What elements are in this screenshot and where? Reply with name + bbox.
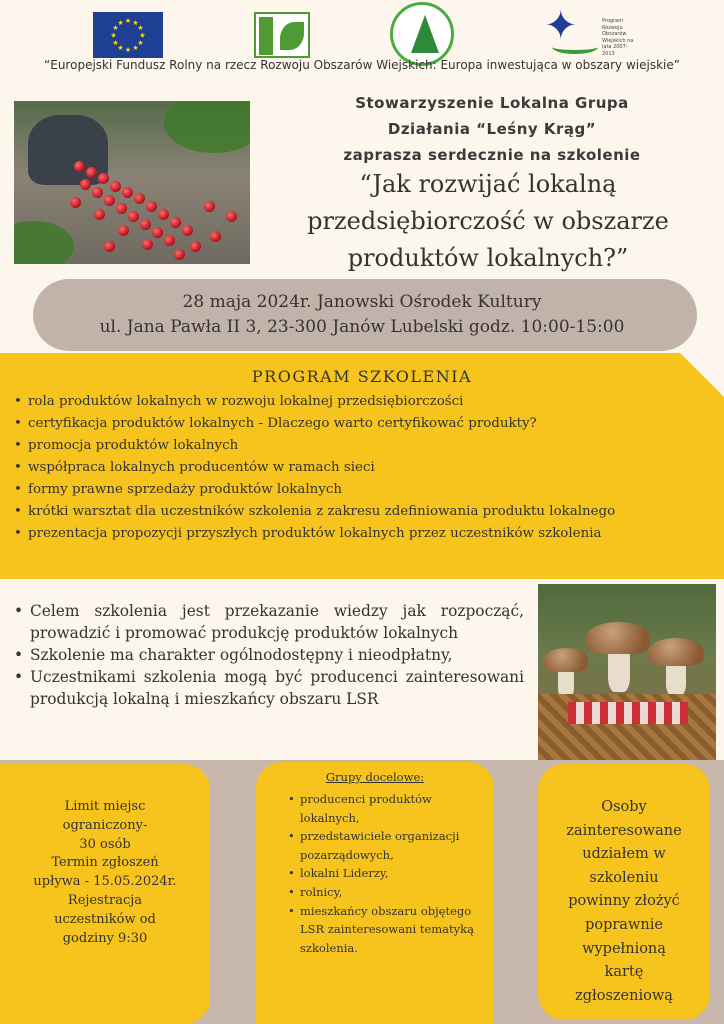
svg-text:★: ★ bbox=[112, 39, 119, 47]
target-groups-title: Grupy docelowe: bbox=[325, 770, 425, 784]
registration-info: Limit miejsc ograniczony- 30 osób Termin zgłoszeń upływa - 15.05.2024r. Rejestracja uczestników od godziny 9:30 bbox=[33, 799, 177, 946]
target-group-item: • lokalni Liderzy, bbox=[288, 864, 484, 883]
svg-text:★: ★ bbox=[132, 19, 139, 27]
svg-text:★: ★ bbox=[137, 24, 144, 32]
organisation-line-1: Stowarzyszenie Lokalna Grupa bbox=[355, 94, 629, 112]
program-title: PROGRAM SZKOLENIA bbox=[251, 367, 473, 386]
program-item: • krótki warsztat dla uczestników szkolenia z zakresu zdefiniowania produktu lokalnego bbox=[14, 501, 714, 523]
program-item: • formy prawne sprzedaży produktów lokalnych bbox=[14, 479, 714, 501]
program-list bbox=[14, 391, 714, 545]
program-item: • promocja produktów lokalnych bbox=[14, 435, 714, 457]
application-info: Osoby zainteresowane udziałem w szkoleniu powinny złożyć poprawnie wypełnioną kartę zgłoszeniową bbox=[566, 799, 682, 1004]
svg-text:★: ★ bbox=[117, 19, 124, 27]
prow-logo-icon: ✦ Program Rozwoju Obszarów Wiejskich na lata 2007-2013 bbox=[538, 6, 638, 60]
svg-text:★: ★ bbox=[124, 46, 132, 54]
event-address-time: ul. Jana Pawła II 3, 23-300 Janów Lubelski godz. 10:00-15:00 bbox=[99, 317, 625, 337]
program-item: • prezentacja propozycji przyszłych produktów lokalnych przez uczestników szkolenia bbox=[14, 523, 714, 545]
program-item: • certyfikacja produktów lokalnych - Dlaczego warto certyfikować produkty? bbox=[14, 413, 714, 435]
target-group-item: • producenci produktów lokalnych, bbox=[288, 790, 484, 827]
event-date-venue: 28 maja 2024r. Janowski Ośrodek Kultury bbox=[182, 292, 542, 312]
leader-logo-icon bbox=[254, 12, 310, 58]
svg-text:★: ★ bbox=[117, 44, 124, 52]
title-line-1: “Jak rozwijać lokalną bbox=[359, 170, 617, 198]
title-line-3: produktów lokalnych?” bbox=[347, 244, 629, 272]
organisation-line-2: Działania “Leśny Krąg” bbox=[387, 120, 597, 138]
cranberry-photo bbox=[14, 101, 250, 264]
aim-item: • Szkolenie ma charakter ogólnodostępny i nieodpłatny, bbox=[14, 644, 524, 666]
aim-item: • Uczestnikami szkolenia mogą być producenci zainteresowani produkcją lokalną i mieszkańcy obszaru LSR bbox=[14, 666, 524, 710]
funding-statement: “Europejski Fundusz Rolny na rzecz Rozwoju Obszarów Wiejskich: Europa inwestująca w obszary wiejskie” bbox=[44, 58, 680, 72]
target-group-item: • mieszkańcy obszaru objętego LSR zainteresowani tematyką szkolenia. bbox=[288, 902, 484, 958]
aim-item: • Celem szkolenia jest przekazanie wiedzy jak rozpocząć, prowadzić i promować produkcję produktów lokalnych bbox=[14, 600, 524, 644]
svg-text:★: ★ bbox=[110, 31, 117, 40]
program-item: • rola produktów lokalnych w rozwoju lokalnej przedsiębiorczości bbox=[14, 391, 714, 413]
aims-list bbox=[14, 600, 524, 710]
target-groups-list bbox=[288, 790, 484, 957]
svg-text:★: ★ bbox=[132, 44, 139, 52]
svg-text:★: ★ bbox=[112, 24, 119, 32]
invitation-line: zaprasza serdecznie na szkolenie bbox=[343, 146, 641, 164]
eu-flag-icon bbox=[93, 12, 163, 58]
title-line-2: przedsiębiorczość w obszarze bbox=[307, 207, 669, 235]
date-pill bbox=[33, 279, 697, 351]
mushroom-basket-photo bbox=[538, 584, 716, 760]
target-group-item: • przedstawiciele organizacji pozarządowych, bbox=[288, 827, 484, 864]
program-item: • współpraca lokalnych producentów w ramach sieci bbox=[14, 457, 714, 479]
lgd-lesny-krag-logo-icon bbox=[390, 2, 454, 66]
prow-logo-text: Program Rozwoju Obszarów Wiejskich na lata 2007-2013 bbox=[602, 18, 634, 57]
svg-text:★: ★ bbox=[139, 31, 146, 40]
svg-text:★: ★ bbox=[124, 17, 132, 25]
target-group-item: • rolnicy, bbox=[288, 883, 484, 902]
svg-text:★: ★ bbox=[137, 39, 144, 47]
